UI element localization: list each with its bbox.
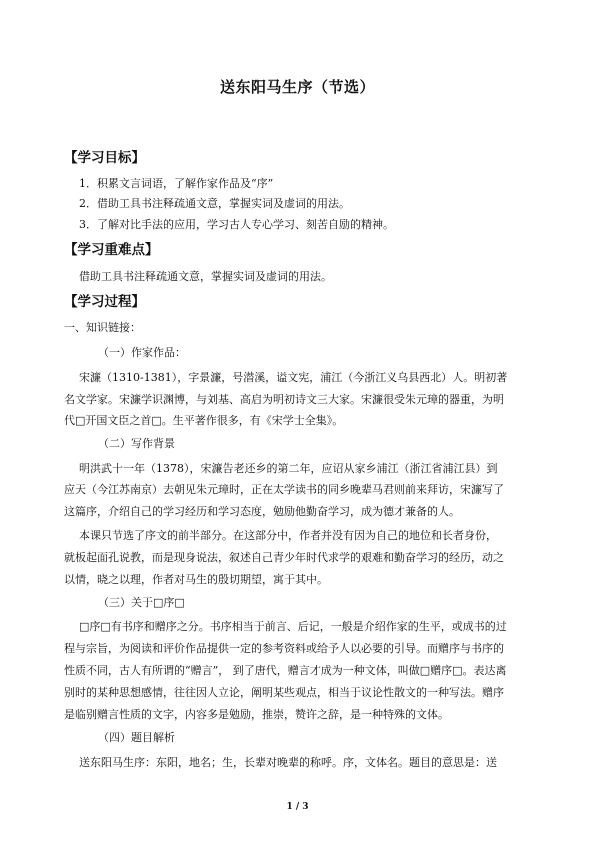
paragraph-line: 程与宗旨，为阅读和评价作品提供一定的参考资料或给予人以必要的引导。而赠序与书序的 — [64, 642, 504, 655]
paragraph-line: 明洪武十一年（1378），宋濂告老还乡的第二年，应诏从家乡浦江（浙江省浦江县）到 — [79, 462, 498, 475]
paragraph-line: 宋濂（1310-1381），字景濂，号潜溪，谥文宪，浦江（今浙江义乌县西北）人。明初著 — [79, 371, 508, 384]
paragraph-line: 名文学家。宋濂学识渊博，与刘基、高启为明初诗文三大家。宋濂很受朱元璋的器重，为明 — [64, 393, 504, 406]
keypoints-text: 借助工具书注释疏通文意，掌握实词及虚词的用法。 — [79, 270, 332, 283]
paragraph-line: 别时的某种思想感情，往往因人立论，阐明某些观点，相当于议论性散文的一种写法。赠序 — [64, 686, 504, 699]
paragraph-line: 本课只节选了序文的前半部分。在这部分中，作者并没有因为自己的地位和长者身份， — [79, 529, 497, 542]
goal-item: 2．借助工具书注释疏通文意，掌握实词及虚词的用法。 — [79, 197, 350, 210]
paragraph-line: 应天（今江苏南京）去朝见朱元璋时，正在太学读书的同乡晚辈马君则前来拜访，宋濂写了 — [64, 483, 504, 496]
paragraph-line: 是临别赠言性质的文字，内容多是勉励，推崇，赞许之辞，是一种特殊的文体。 — [64, 708, 449, 721]
paragraph-line: 送东阳马生序：东阳，地名；生，长辈对晚辈的称呼。序，文体名。题目的意思是：送 — [79, 756, 497, 769]
page-title: 送东阳马生序（节选） — [219, 78, 375, 96]
keypoints-heading: 【学习重难点】 — [64, 242, 159, 258]
goal-item: 3．了解对比手法的应用，学习古人专心学习、刻苦自励的精神。 — [79, 218, 394, 231]
preface-subheading: （三）关于□序□ — [98, 596, 185, 609]
paragraph-line: 就板起面孔说教，而是现身说法，叙述自己青少年时代求学的艰难和勤奋学习的经历，动之 — [64, 551, 504, 564]
process-heading: 【学习过程】 — [64, 294, 145, 310]
goals-heading: 【学习目标】 — [64, 150, 145, 166]
background-subheading: （二）写作背景 — [98, 437, 175, 450]
paragraph-line: 代□开国文臣之首□。生平著作很多，有《宋学士全集》。 — [64, 414, 344, 427]
paragraph-line: 这篇序，介绍自己的学习经历和学习态度，勉励他勤奋学习，成为德才兼备的人。 — [64, 505, 460, 518]
author-subheading: （一）作家作品： — [98, 346, 186, 359]
paragraph-line: 性质不同，古人有所谓的“赠言”， 到了唐代，赠言才成为一种文体，叫做□赠序□。表达离 — [64, 664, 507, 677]
paragraph-line: □序□有书序和赠序之分。书序相当于前言、后记，一般是介绍作家的生平，或成书的过 — [79, 620, 507, 633]
goal-item: 1．积累文言词语，了解作家作品及“序” — [79, 177, 274, 190]
knowledge-link-label: 一、知识链接： — [64, 321, 141, 334]
title-analysis-subheading: （四）题目解析 — [98, 731, 175, 744]
page-number: 1 / 3 — [286, 802, 309, 812]
paragraph-line: 以情，晓之以理，作者对马生的殷切期望，寓于其中。 — [64, 573, 328, 586]
